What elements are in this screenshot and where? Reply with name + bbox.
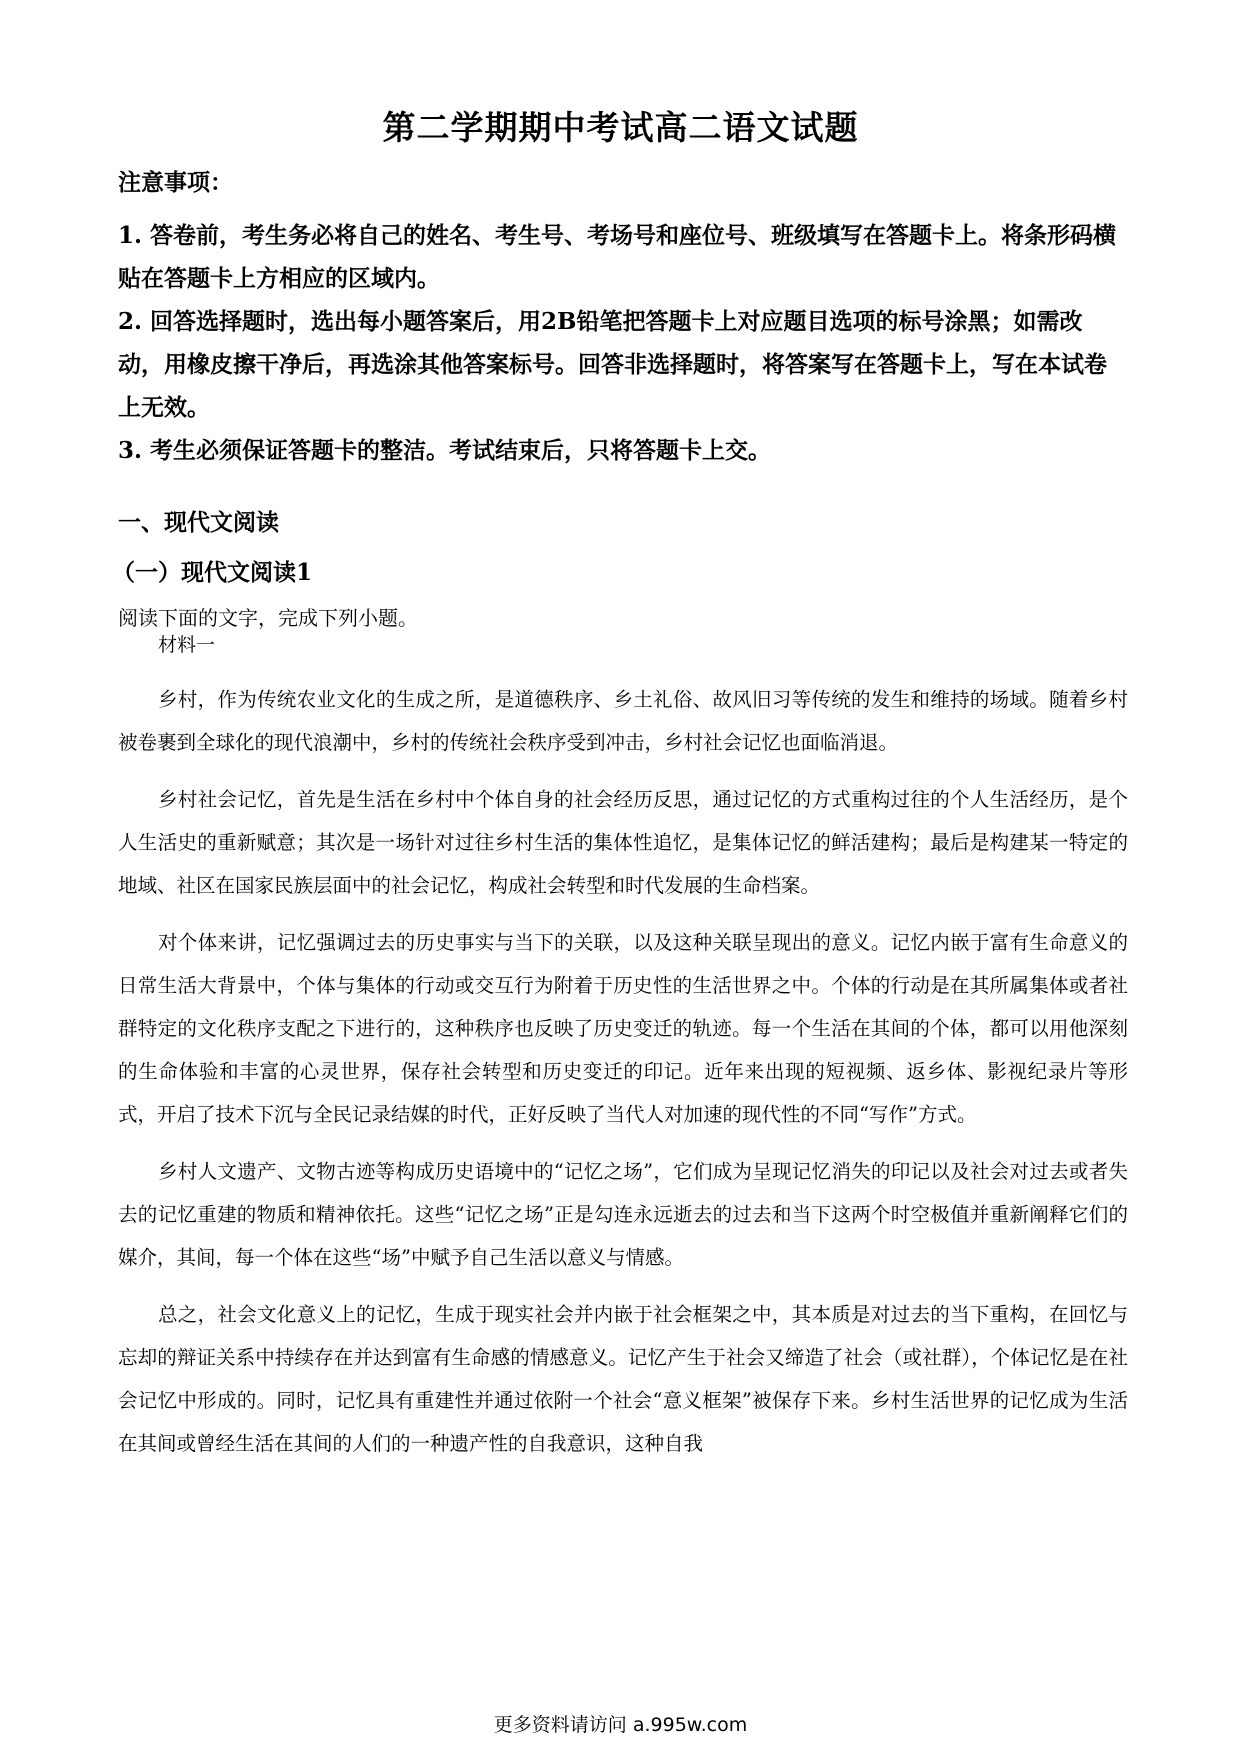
notice-section [118, 166, 1128, 472]
notice-item-2: 2. 回答选择题时，选出每小题答案后，用2B铅笔把答题卡上对应题目选项的标号涂黑；如需改动，用橡皮擦干净后，再选涂其他答案标号。回答非选择题时，将答案写在答题卡上，写在本试卷上无效。 [118, 308, 1107, 421]
passage-paragraph: 总之，社会文化意义上的记忆，生成于现实社会并内嵌于社会框架之中，其本质是对过去的当下重构，在回忆与忘却的辩证关系中持续存在并达到富有生命感的情感意义。记忆产生于社会又缔造了社会（或社群），个体记忆是在社会记忆中形成的。同时，记忆具有重建性并通过依附一个社会“意义框架”被保存下来。乡村生活世界的记忆成为生活在其间或曾经生活在其间的人们的一种遗产性的自我意识，这种自我 [118, 1303, 1128, 1455]
notice-heading: 注意事项： [118, 169, 233, 196]
passage-paragraph: 乡村社会记忆，首先是生活在乡村中个体自身的社会经历反思，通过记忆的方式重构过往的个人生活经历，是个人生活史的重新赋意；其次是一场针对过往乡村生活的集体性追忆，是集体记忆的鲜活建构；最后是构建某一特定的地域、社区在国家民族层面中的社会记忆，构成社会转型和时代发展的生命档案。 [118, 788, 1128, 897]
passage-paragraph: 乡村，作为传统农业文化的生成之所，是道德秩序、乡土礼俗、故风旧习等传统的发生和维持的场域。随着乡村被卷裹到全球化的现代浪潮中，乡村的传统社会秩序受到冲击，乡村社会记忆也面临消退。 [118, 688, 1128, 754]
passage-paragraph: 乡村人文遗产、文物古迹等构成历史语境中的“记忆之场”，它们成为呈现记忆消失的印记以及社会对过去或者失去的记忆重建的物质和精神依托。这些“记忆之场”正是勾连永远逝去的过去和当下这两个时空极值并重新阐释它们的媒介，其间，每一个体在这些“场”中赋予自己生活以意义与情感。 [118, 1160, 1128, 1269]
page-title: 第二学期期中考试高二语文试题 [382, 108, 859, 147]
notice-item-3: 3. 考生必须保证答题卡的整洁。考试结束后，只将答题卡上交。 [118, 437, 772, 464]
reading-passage [118, 630, 1128, 1479]
footer-link[interactable]: 更多资料请访问 a.995w.com [493, 1714, 748, 1736]
reading-instruction: 阅读下面的文字，完成下列小题。 [118, 606, 418, 630]
material-label: 材料一 [158, 634, 216, 656]
reading-section [112, 506, 1128, 648]
subsection-heading: （一）现代文阅读1 [112, 559, 313, 586]
passage-paragraph: 对个体来讲，记忆强调过去的历史事实与当下的关联，以及这种关联呈现出的意义。记忆内嵌于富有生命意义的日常生活大背景中，个体与集体的行动或交互行为附着于历史性的生活世界之中。个体的行动是在其所属集体或者社群特定的文化秩序支配之下进行的，这种秩序也反映了历史变迁的轨迹。每一个生活在其间的个体，都可以用他深刻的生命体验和丰富的心灵世界，保存社会转型和历史变迁的印记。近年来出现的短视频、返乡体、影视纪录片等形式，开启了技术下沉与全民记录结媒的时代，正好反映了当代人对加速的现代性的不同“写作”方式。 [118, 931, 1128, 1126]
notice-item-1: 1. 答卷前，考生务必将自己的姓名、考生号、考场号和座位号、班级填写在答题卡上。将条形码横贴在答题卡上方相应的区域内。 [118, 222, 1117, 292]
section-heading: 一、现代文阅读 [118, 509, 279, 536]
